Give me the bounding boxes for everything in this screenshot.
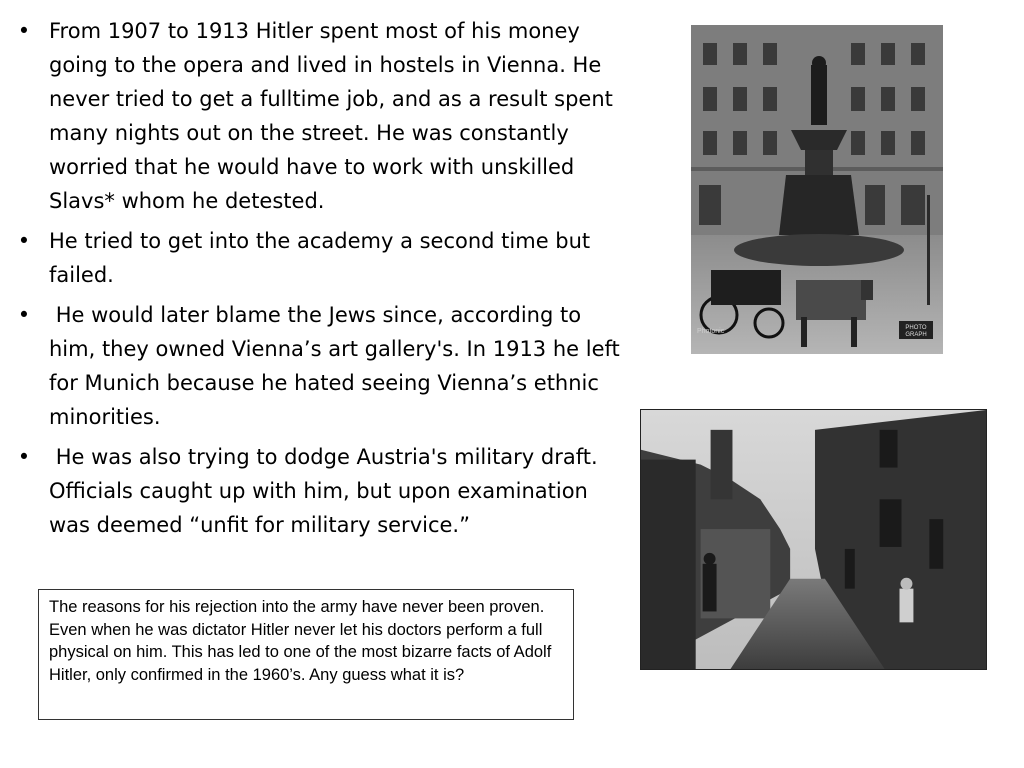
bullet-marker: • [17,229,31,253]
bullet-item [14,298,634,434]
vienna-square-image [691,25,943,354]
bullet-text: He was also trying to dodge Austria's military draft. Officials caught up with him, but upon examination was deemed “unfit for military service.” [49,445,605,537]
bullet-marker: • [17,303,31,327]
vienna-square-photo [691,25,943,354]
bullet-text: He tried to get into the academy a second time but failed. [49,229,591,287]
bullet-item [14,440,634,542]
photo-watermark-2: GRAPH [905,332,927,338]
bullet-marker: • [17,19,31,43]
bullet-text: From 1907 to 1913 Hitler spent most of his money going to the opera and lived in hostels in Vienna. He never tried to get a fulltime job, and as a result spent many nights out on the street. He was constantly worried that he would have to work with unskilled Slavs* whom he detested. [49,19,613,213]
alley-photo [640,409,987,670]
callout-text: The reasons for his rejection into the army have never been proven. Even when he was dictator Hitler never let his doctors perform a full physical on him. This has led to one of the most bizarre facts of Adolf Hitler, only confirmed in the 1960’s. Any guess what it is? [49,598,552,684]
alley-image [641,410,986,669]
bullet-item [14,224,634,292]
bullet-list [14,14,634,548]
bullet-item [14,14,634,218]
bullet-marker: • [17,445,31,469]
bullet-text: He would later blame the Jews since, according to him, they owned Vienna’s art gallery's. In 1913 he left for Munich because he hated seeing Vienna’s ethnic minorities. [49,303,627,429]
callout-box [38,589,574,720]
photo-credit: Photonic [697,328,725,335]
photo-watermark: PHOTO [905,325,927,331]
